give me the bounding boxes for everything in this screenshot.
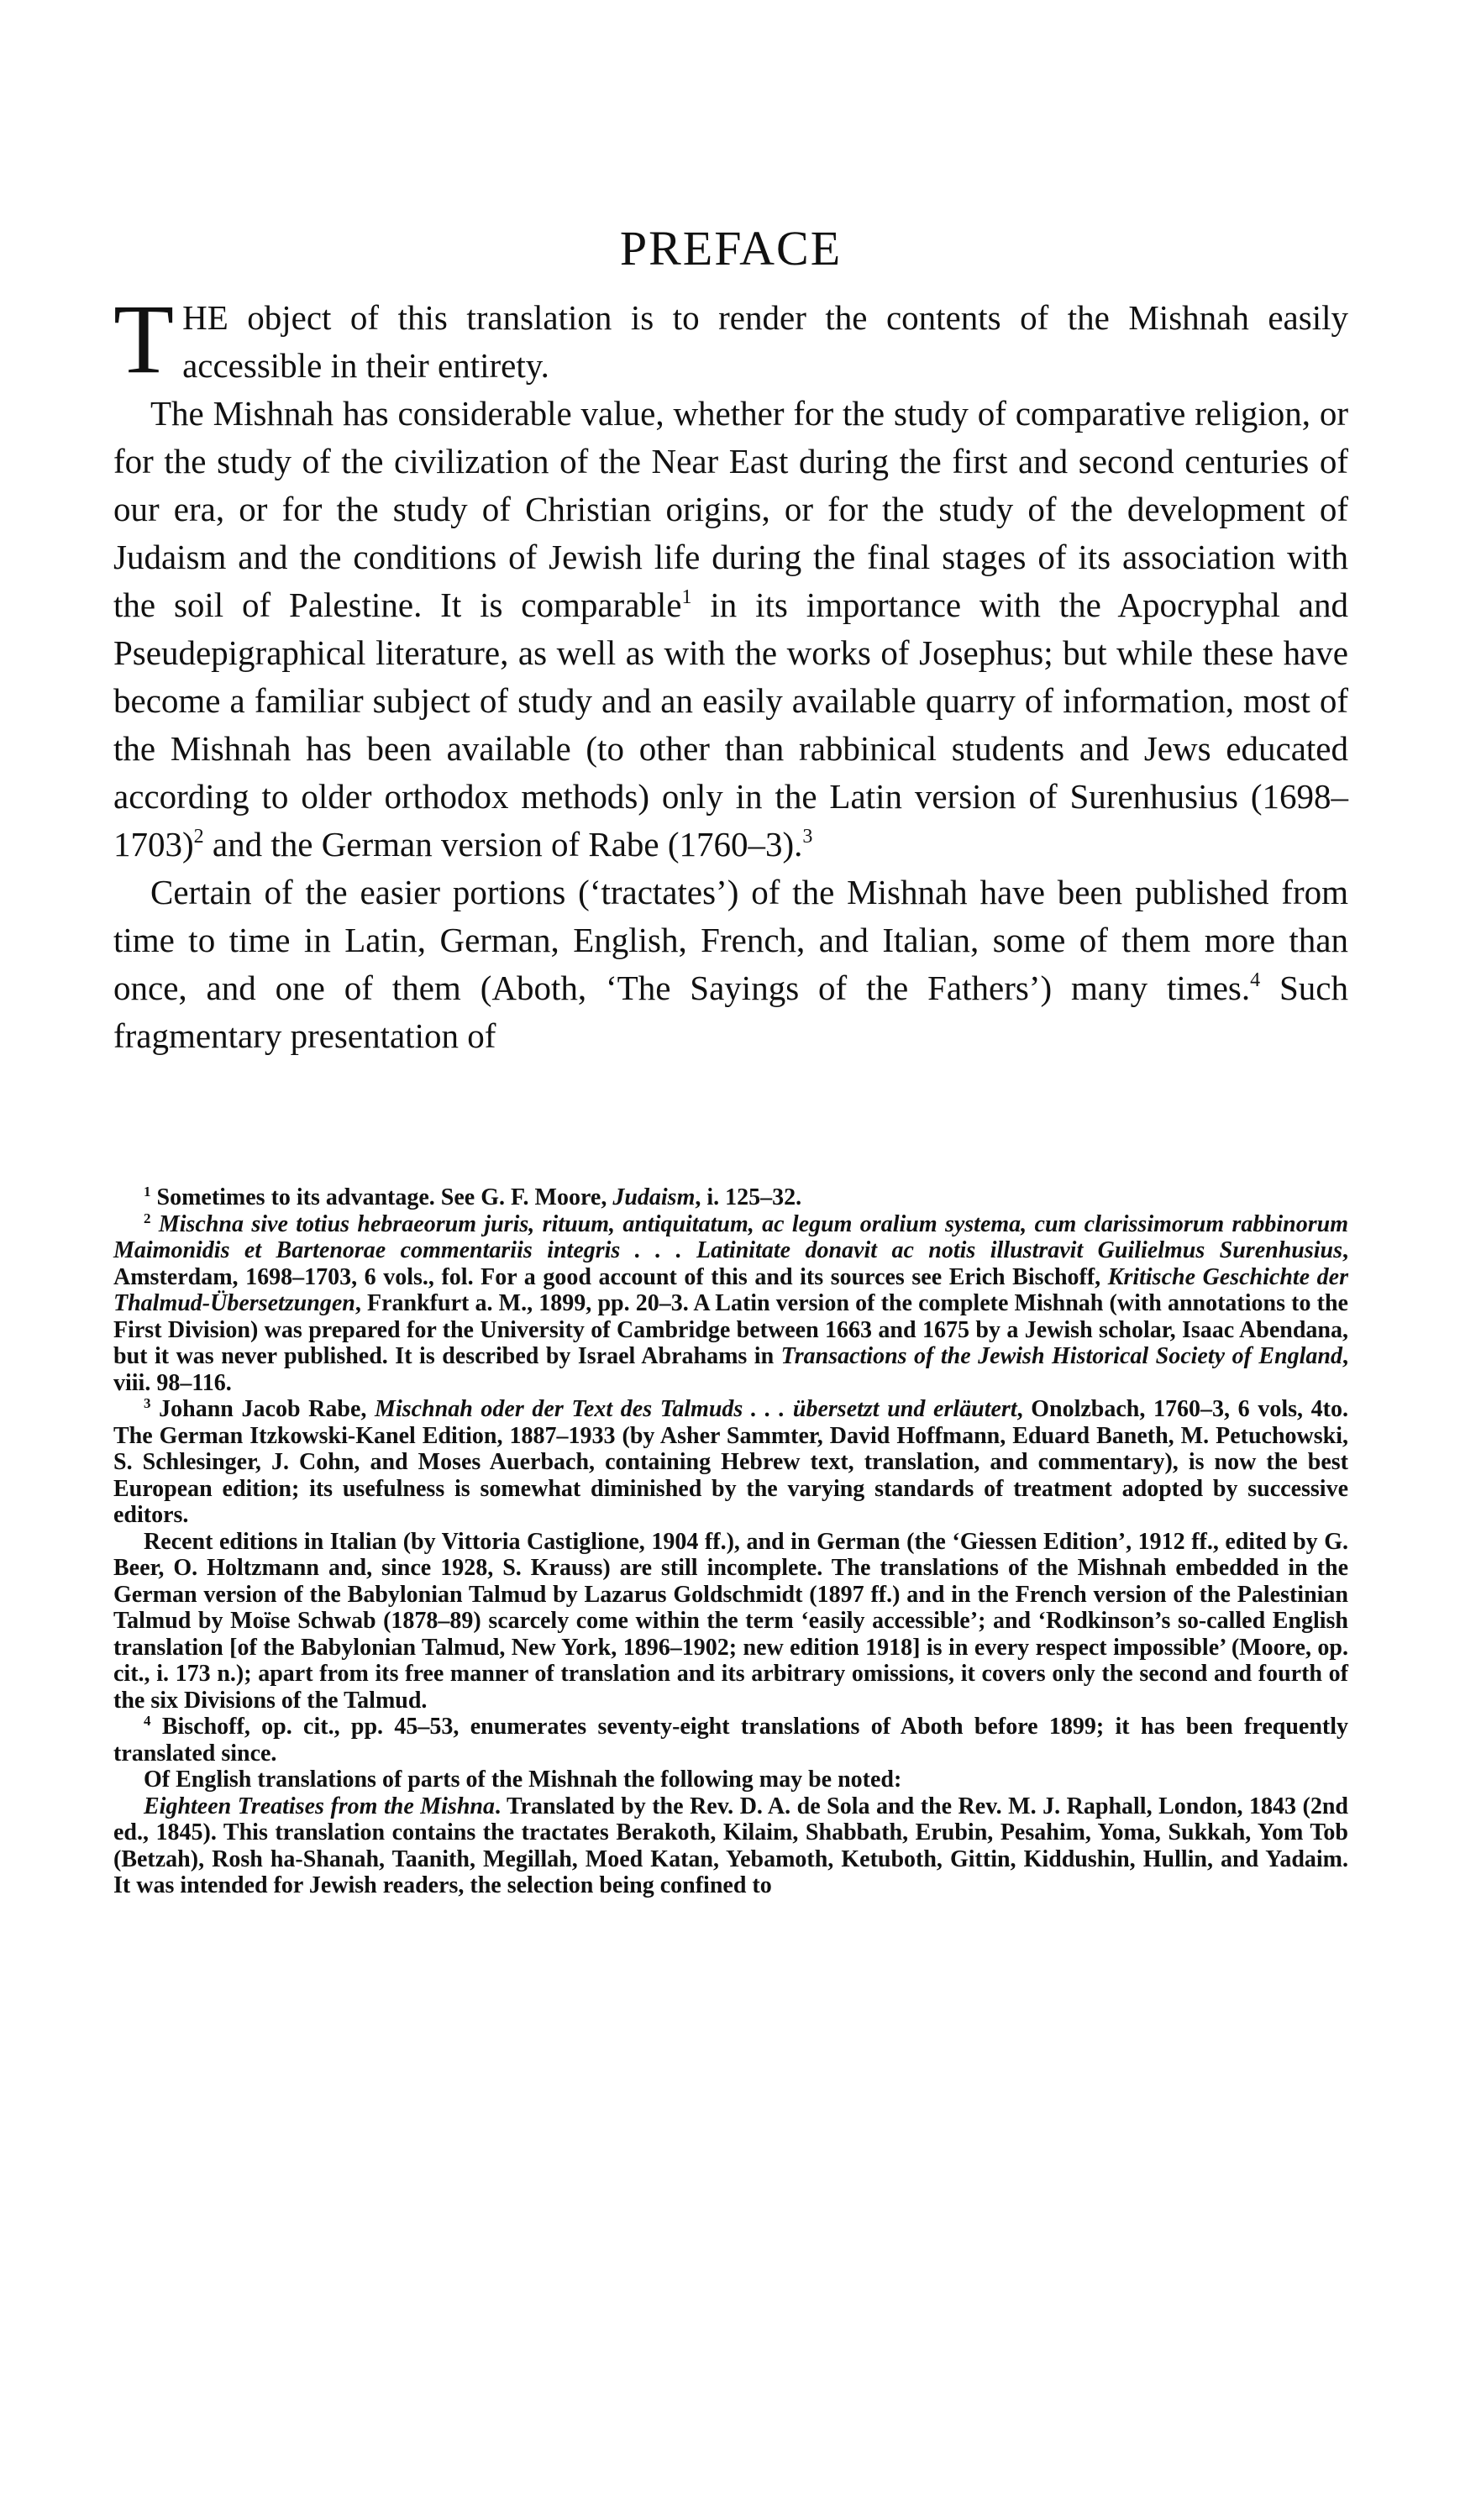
footnote-3: [113, 1396, 1348, 1529]
footnote-4: [113, 1714, 1348, 1767]
paragraph-2: [113, 390, 1348, 869]
footnote-4-entry-title: Eighteen Treatises from the Mishna: [144, 1793, 495, 1819]
footnote-2-italic-3: Transactions of the Jewish Historical Society of England: [780, 1343, 1343, 1369]
footnote-4-number: 4: [144, 1713, 151, 1729]
footnote-2-text-c: , viii. 98–116.: [113, 1343, 1349, 1396]
footnote-1-text-b: , i. 125–32.: [695, 1184, 802, 1210]
footnote-4-continued: Of English translations of parts of the Mishnah the following may be noted:: [144, 1767, 902, 1793]
footnote-1-text-a: Sometimes to its advantage. See G. F. Moore,: [150, 1184, 613, 1210]
footnote-4-entry-text: . Translated by the Rev. D. A. de Sola and the Rev. M. J. Raphall, London, 1843 (2nd ed., 1845). This translation contains the tractates Berakoth, Kilaim, Shabbath, Erubin, Pesahim, Yoma, Sukkah, Yom Tob (Betzah), Rosh ha-Shanah, Taanith, Megillah, Moed Katan, Yebamoth, Ketuboth, Gittin, Kiddushin, Hullin, and Yadaim. It was intended for Jewish readers, the selection being confined to: [113, 1793, 1349, 1898]
footnote-1-number: 1: [144, 1184, 151, 1200]
footnote-3-italic: Mischnah oder der Text des Talmuds . . . übersetzt und erläutert: [375, 1396, 1017, 1422]
footnote-2-text-a: , Amsterdam, 1698–1703, 6 vols., fol. For a good account of this and its sources see Erich Bischoff,: [113, 1237, 1348, 1290]
intro-paragraph: [113, 284, 1348, 394]
footnote-1: [113, 1184, 1348, 1211]
footnote-2-number: 2: [144, 1210, 151, 1226]
para2-text-a: The Mishnah has considerable value, whether for the study of comparative religion, or for the study of the civilization of the Near East during the first and second centuries of our era, or for the study of Christian origins, or for the study of the development of Judaism and the conditions of Jewish life during the final stages of its association with the soil of Palestine. It is comparable: [113, 394, 1348, 624]
drop-cap: T: [113, 284, 175, 394]
footnote-2: [113, 1211, 1348, 1397]
footnote-4-entry: [113, 1793, 1348, 1899]
footnote-ref-2: 2: [193, 826, 204, 848]
footnotes: [113, 1184, 1348, 1899]
para2-text-c: and the German version of Rabe (1760–3).: [203, 825, 803, 864]
footnote-ref-3: 3: [802, 826, 813, 848]
footnote-3-text-a: Johann Jacob Rabe,: [150, 1396, 376, 1422]
page-title: PREFACE: [619, 221, 843, 276]
main-text: [113, 284, 1348, 1060]
footnote-3-number: 3: [144, 1395, 151, 1411]
footnote-4-text: Bischoff, op. cit., pp. 45–53, enumerates seventy-eight translations of Aboth before 1899; it has been frequently translated since.: [113, 1714, 1348, 1767]
paragraph-3: [113, 869, 1348, 1060]
footnote-ref-4: 4: [1250, 969, 1261, 991]
footnote-2-text-b: , Frankfurt a. M., 1899, pp. 20–3. A Latin version of the complete Mishnah (with annotations to the First Division) was prepared for the University of Cambridge between 1663 and 1675 by a Jewish scholar, Isaac Abendana, but it was never published. It is described by Israel Abrahams in: [113, 1290, 1348, 1369]
footnote-3-text-b: , Onolzbach, 1760–3, 6 vols, 4to. The German Itzkowski-Kanel Edition, 1887–1933 (by Asher Sammter, David Hoffmann, Eduard Baneth, M. Petuchowski, S. Schlesinger, J. Cohn, and Moses Auerbach, containing Hebrew text, translation, and commentary), is now the best European edition; its usefulness is somewhat diminished by the varying standards of treatment adopted by successive editors.: [113, 1396, 1348, 1528]
para3-text-a: Certain of the easier portions (‘tractates’) of the Mishnah have been published from time to time in Latin, German, English, French, and Italian, some of them more than once, and one of them (Aboth, ‘The Sayings of the Fathers’) many times.: [113, 873, 1348, 1007]
para3-text-b: Such fragmentary presentation of: [113, 969, 1348, 1055]
para2-text-b: in its importance with the Apocryphal and Pseudepigraphical literature, as well as with the works of Josephus; but while these have become a familiar subject of study and an easily available quarry of information, most of the Mishnah has been available (to other than rabbinical students and Jews educated according to older orthodox methods) only in the Latin version of Surenhusius (1698–1703): [113, 585, 1348, 864]
footnote-3-continued: Recent editions in Italian (by Vittoria Castiglione, 1904 ff.), and in German (the ‘Giessen Edition’, 1912 ff., edited by G. Beer, O. Holtzmann and, since 1928, S. Krauss) are still incomplete. The translations of the Mishnah embedded in the German version of the Babylonian Talmud by Lazarus Goldschmidt (1897 ff.) and in the French version of the Palestinian Talmud by Moïse Schwab (1878–89) scarcely come within the term ‘easily accessible’; and ‘Rodkinson’s so-called English translation [of the Babylonian Talmud, New York, 1896–1902; new edition 1918] is in every respect impossible’ (Moore, op. cit., i. 173 n.); apart from its free manner of translation and its arbitrary omissions, it covers only the second and fourth of the six Divisions of the Talmud.: [113, 1528, 1348, 1714]
footnote-ref-1: 1: [681, 586, 692, 608]
intro-caps: HE: [182, 298, 228, 337]
footnote-2-italic-1: Mischna sive totius hebraeorum juris, rituum, antiquitatum, ac legum oralium systema, cum clarissimorum rabbinorum Maimonidis et Bartenorae commentariis integris . . . Latinitate donavit ac notis illustravit Guilielmus Surenhusius: [113, 1210, 1348, 1263]
footnote-2-italic-2: Kritische Geschichte der Thalmud-Übersetzungen: [113, 1263, 1348, 1316]
footnote-1-italic: Judaism: [612, 1184, 696, 1210]
intro-text: object of this translation is to render the contents of the Mishnah easily accessible in their entirety.: [182, 298, 1348, 385]
